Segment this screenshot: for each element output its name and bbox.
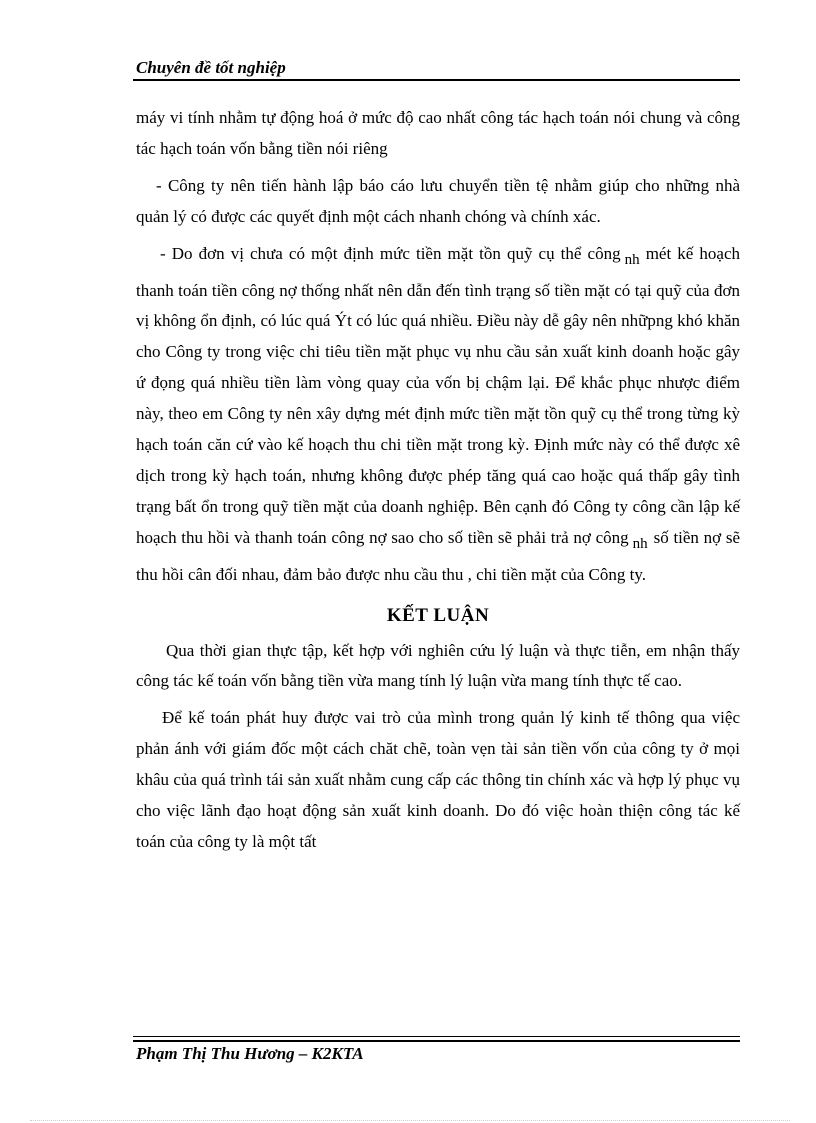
paragraph-4: Qua thời gian thực tập, kết hợp với nghiên cứu lý luận và thực tiễn, em nhận thấy công tác kế toán vốn bằng tiền vừa mang tính lý luận vừa mang tính thực tế cao. <box>136 640 740 691</box>
paragraph-3-part-a: - Do đơn vị chưa có một định mức tiền mặt tồn quỹ cụ thể công <box>160 243 621 263</box>
section-heading: KẾT LUẬN <box>386 604 490 626</box>
paragraph-2: - Công ty nên tiến hành lập báo cáo lưu chuyển tiền tệ nhằm giúp cho những nhà quản lý có được các quyết định một cách nhanh chóng và chính xác. <box>136 175 740 226</box>
paragraph-3-part-c: số tiền nợ sẽ thu hồi cân đối nhau, đảm bảo được nhu cầu thu , chi tiền mặt của Công ty. <box>136 527 740 584</box>
stray-subscript-2: nh <box>632 535 648 552</box>
page-edge-dotted <box>30 1120 790 1121</box>
header-title: Chuyên đề tốt nghiệp <box>136 58 286 77</box>
paragraph-5: Để kế toán phát huy được vai trò của mình trong quản lý kinh tế thông qua việc phản ánh với giám đốc một cách chăt chẽ, toàn vẹn tài sản tiền vốn của công ty ở mọi khâu của quá trình tái sản xuất nhằm cung cấp các thông tin chính xác và hợp lý phục vụ cho việc lãnh đạo hoạt động sản xuất kinh doanh. Do đó việc hoàn thiện công tác kế toán của công ty là một tất <box>136 708 740 851</box>
header-rule <box>133 79 740 81</box>
stray-subscript-1: nh <box>624 251 640 268</box>
paragraph-3-part-b: mét kế hoạch thanh toán tiền công nợ thống nhất nên dẫn đến tình trạng số tiền mặt có tại quỹ của đơn vị không ổn định, có lúc quá Ýt có lúc quá nhiều. Điều này dễ gây nên nhữpng khó khăn cho Công ty trong việc chi tiêu tiền mặt phục vụ nhu cầu sản xuất kinh doanh hoặc gây ứ đọng quá nhiều tiền làm vòng quay của vốn bị chậm lại. Để khắc phục nhược điểm này, theo em Công ty nên xây dựng mét định mức tiền mặt tồn quỹ cụ thể trong từng kỳ hạch toán căn cứ vào kế hoạch thu chi tiền mặt trong kỳ. Định mức này có thể được xê dịch trong kỳ hạch toán, nhưng không được phép tăng quá cao hoặc quá thấp gây tình trạng bất ổn trong quỹ tiền mặt của doanh nghiệp. Bên cạnh đó Công ty công cần lập kế hoạch thu hồi và thanh toán công nợ sao cho số tiền sẽ phải trả nợ công <box>136 243 740 547</box>
paragraph-1: máy vi tính nhằm tự động hoá ở mức độ cao nhất công tác hạch toán nói chung và công tác hạch toán vốn bằng tiền nói riêng <box>136 108 740 158</box>
footer-rule-top <box>133 1036 740 1037</box>
footer-author: Phạm Thị Thu Hương – K2KTA <box>136 1044 364 1063</box>
body-text <box>136 103 740 864</box>
paragraph-3 <box>136 239 740 591</box>
footer-rule-bottom <box>133 1040 740 1042</box>
